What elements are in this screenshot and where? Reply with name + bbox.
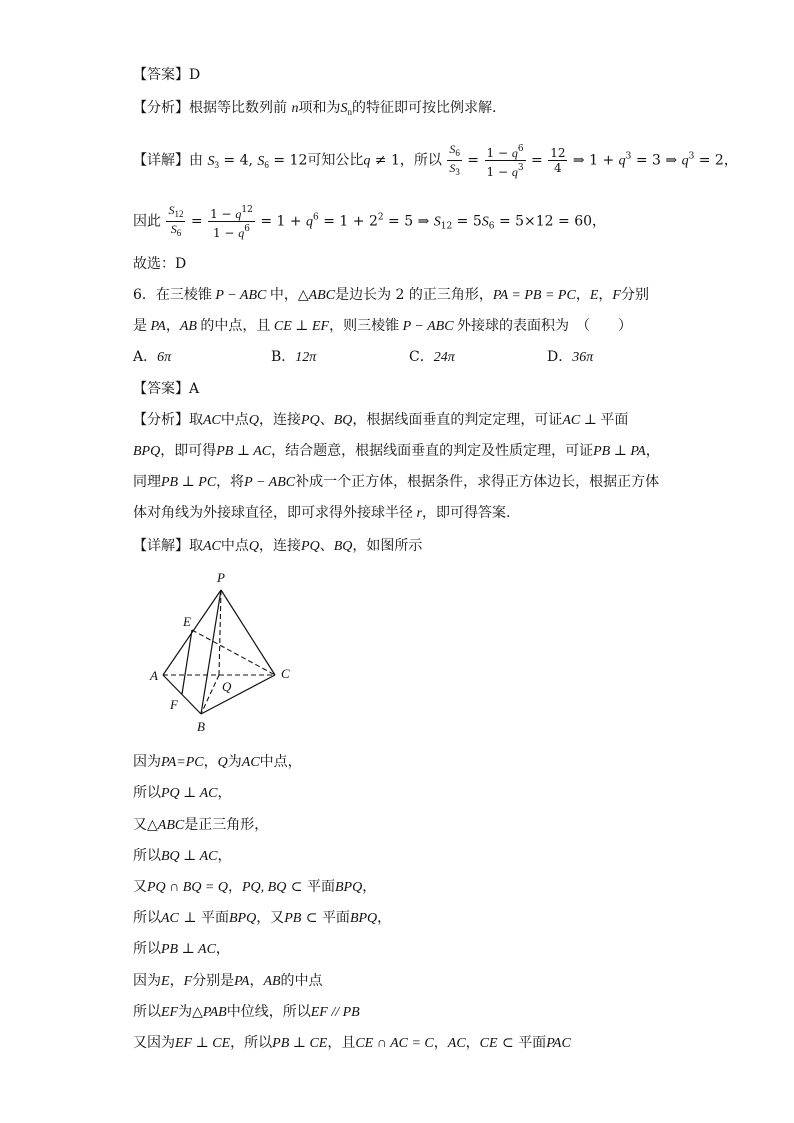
- answer-value: D: [189, 67, 201, 83]
- label-C: C: [281, 666, 290, 681]
- q6-analysis-line-4: 体对角线为外接球直径，即可求得外接球半径 r，即可得答案.: [133, 505, 511, 521]
- q5-answer-line: [133, 66, 200, 84]
- option-b: B．12π: [271, 349, 317, 365]
- detail-tag: 【详解】: [133, 152, 189, 169]
- step-7: 所以PB ⊥ AC，: [133, 941, 230, 957]
- step-2: 所以PQ ⊥ AC，: [133, 785, 232, 801]
- detail-tag: 【详解】: [133, 538, 189, 554]
- label-P: P: [217, 570, 225, 585]
- step-8: 因为E，F分别是PA，AB的中点: [133, 973, 323, 989]
- label-Q: Q: [222, 679, 232, 694]
- step-6: 所以AC ⊥ 平面BPQ，又PB ⊂ 平面BPQ，: [133, 910, 392, 926]
- q6-stem-line-2: 是 PA，AB 的中点，且 CE ⊥ EF，则三棱锥 P − ABC 外接球的表面积为 （ ）: [133, 318, 633, 334]
- step-10: 又因为EF ⊥ CE，所以PB ⊥ CE，且CE ∩ AC = C，AC，CE ⊂ 平面PAC: [133, 1035, 571, 1051]
- q6-stem-line-1: 6．在三棱锥 P − ABC 中，△ABC是边长为 2 的正三角形，PA = PB = PC，E，F分别: [133, 287, 649, 303]
- q5-detail-line-2: 因此 $\frac{S_{12}}{S_6}$ = $\frac{1 - q^{12}}{1 - q^6}$ = $1 + q^6 = 1 + 2^2 = 5$ ⇒ $S_{12} = 5S_6 = 5\times 12 = 60$，: [133, 203, 607, 240]
- label-B: B: [197, 719, 205, 734]
- step-5: 又PQ ∩ BQ = Q，PQ, BQ ⊂ 平面BPQ，: [133, 879, 377, 895]
- option-d: D．36π: [547, 349, 594, 365]
- label-E: E: [183, 614, 191, 629]
- label-A: A: [150, 668, 158, 683]
- q6-analysis-line-3: 同理PB ⊥ PC，将P − ABC补成一个正方体，根据条件，求得正方体边长，根据正方体: [133, 474, 660, 490]
- q6-options: [133, 348, 653, 366]
- step-9: 所以EF为△PAB中位线，所以EF // PB: [133, 1004, 360, 1020]
- option-c: C．24π: [409, 349, 455, 365]
- step-3: 又△ABC是正三角形，: [133, 817, 269, 833]
- q5-detail-line-1: 【详解】由 $S_3 = 4$, $S_6 = 12$可知公比q ≠ 1，所以 $\frac{S_6}{S_3}$ = $\frac{1 - q^6}{1 - q^3}$ = $\frac{12}{4}$ ⇒ $1 + q^3 = 3$ ⇒ $q^3 = 2$，: [133, 142, 738, 179]
- answer-tag: 【答案】: [133, 67, 189, 83]
- tetrahedron-figure: [140, 565, 310, 740]
- q5-analysis-line: 【分析】根据等比数列前 n项和为$S_n$的特征即可按比例求解.: [133, 100, 497, 117]
- step-1: 因为PA=PC，Q为AC中点，: [133, 754, 302, 770]
- analysis-tag: 【分析】: [133, 100, 189, 116]
- q5-conclusion: 故选：D: [133, 256, 187, 272]
- q6-analysis-line-1: 【分析】取AC中点Q，连接PQ、BQ，根据线面垂直的判定定理，可证AC ⊥ 平面: [133, 412, 629, 428]
- option-a: A．6π: [133, 349, 172, 365]
- step-4: 所以BQ ⊥ AC，: [133, 848, 232, 864]
- label-F: F: [170, 697, 178, 712]
- answer-tag: 【答案】: [133, 381, 189, 397]
- answer-value: A: [189, 381, 200, 397]
- q6-answer-line: [133, 380, 199, 398]
- q6-detail-intro: 【详解】取AC中点Q，连接PQ、BQ，如图所示: [133, 538, 423, 554]
- analysis-tag: 【分析】: [133, 412, 189, 428]
- q6-analysis-line-2: BPQ，即可得PB ⊥ AC，结合题意，根据线面垂直的判定及性质定理，可证PB ⊥ PA，: [133, 443, 660, 459]
